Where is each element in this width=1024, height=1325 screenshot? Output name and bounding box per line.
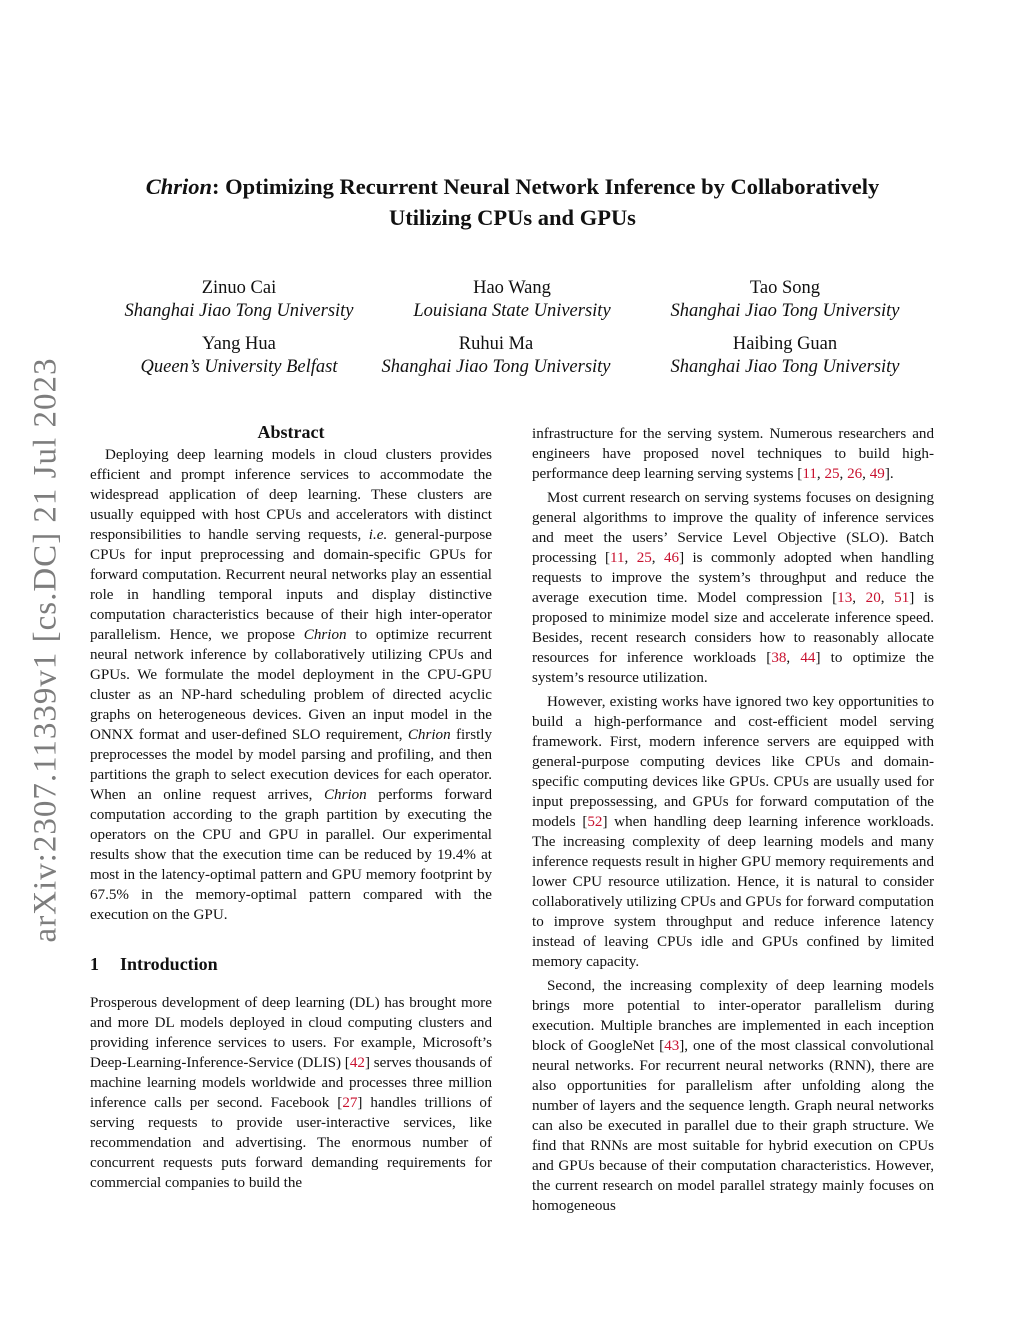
citation-separator: ,: [839, 466, 848, 482]
intro-paragraph: [532, 488, 934, 688]
abstract-text: Deploying deep learning models in cloud clusters provides efficient and prompt inference services to accommodate the widespread application of deep learning. These clusters are usually equipped with host CPUs and accelerators with distinct responsibilities to handle serving requests,: [90, 447, 492, 543]
arxiv-identifier: arXiv:2307.11339v1 [cs.DC] 21 Jul 2023: [27, 357, 64, 943]
author-name: Yang Hua: [202, 334, 276, 354]
section-number: 1: [90, 954, 99, 974]
citation-separator: ,: [880, 590, 895, 606]
citation-link[interactable]: 25: [824, 466, 840, 482]
abstract-text: performs forward computation according to the graph partition by executing the operators on the CPU and GPU in parallel. Our experimental results show that the execution time can be reduced by 19.4% at most in the latency-optimal pattern and GPU memory footprint by 67.5% in the memory-optimal pattern compared with the execution on the GPU.: [90, 787, 492, 923]
intro-text: ] is proposed to minimize model size and accelerate inference speed. Besides, recent research considers how to reasonably allocate resources for inference workloads [: [532, 590, 935, 666]
author-name: Hao Wang: [473, 278, 551, 298]
author-affiliation: Shanghai Jiao Tong University: [670, 357, 900, 377]
intro-text: Second, the increasing complexity of deep learning models brings more potential to inter-operator parallelism during execution. Multiple branches are implemented in each inception block of GoogleNet [: [532, 978, 934, 1054]
intro-text: However, existing works have ignored two key opportunities to build a high-performance and cost-efficient model serving framework. First, modern inference servers are equipped with general-purpose computing devices like CPUs and domain-specific computing devices like GPUs. CPUs are usually used for input prepossessing, and GPUs for forward computation of the models [: [532, 694, 934, 830]
author-name: Ruhui Ma: [458, 334, 534, 354]
abstract-text: firstly preprocesses the model by model parsing and profiling, and then partitions the graph to select execution devices for each operator. When an online request arrives,: [90, 727, 493, 803]
intro-text: ] when handling deep learning inference workloads. The increasing complexity of deep learning models and many inference requests result in higher GPU memory requirements and lower CPU resource utilization. Hence, it is natural to consider collaboratively utilizing CPUs and GPUs for forward computation to improve system throughput and reduce inference latency instead of leaving CPUs idle and GPUs confined by limited memory capacity.: [532, 814, 934, 970]
system-name: Chrion: [303, 627, 347, 643]
citation-link[interactable]: 42: [349, 1055, 365, 1071]
author-1: [89, 277, 389, 323]
system-name: Chrion: [407, 727, 451, 743]
citation-link[interactable]: 11: [609, 550, 625, 566]
paper-title: [110, 171, 915, 233]
author-name: Tao Song: [749, 278, 821, 298]
author-6: [635, 333, 935, 379]
author-5: [346, 333, 646, 379]
right-column: [532, 424, 934, 1216]
author-affiliation: Shanghai Jiao Tong University: [381, 357, 611, 377]
citation-separator: ,: [816, 466, 825, 482]
intro-paragraph: [532, 976, 934, 1216]
title-rest: : Optimizing Recurrent Neural Network Inference by Collaboratively Utilizing CPUs and GPUs: [212, 174, 880, 230]
system-name: Chrion: [323, 787, 367, 803]
intro-paragraph: [532, 692, 934, 972]
abstract-ie: i.e.: [368, 527, 388, 543]
citation-link[interactable]: 25: [636, 550, 652, 566]
author-2: [362, 277, 662, 323]
citation-link[interactable]: 43: [664, 1038, 680, 1054]
citation-link[interactable]: 49: [869, 466, 885, 482]
abstract-heading: Abstract: [257, 422, 325, 442]
citation-link[interactable]: 26: [847, 466, 863, 482]
author-affiliation: Queen’s University Belfast: [140, 357, 338, 377]
intro-text: ] serves thousands of machine learning models worldwide and processes three million inference calls per second. Facebook [: [90, 1055, 492, 1111]
citation-separator: ,: [786, 650, 801, 666]
intro-text: infrastructure for the serving system. Numerous researchers and engineers have proposed novel techniques to build high-performance deep learning serving systems [: [532, 426, 934, 482]
left-column: [90, 421, 492, 1193]
author-name: Haibing Guan: [732, 334, 838, 354]
author-3: [635, 277, 935, 323]
intro-text: ] to optimize the system’s resource utilization.: [532, 650, 935, 686]
intro-text: ].: [884, 466, 894, 482]
intro-paragraph: [90, 993, 492, 1193]
title-system-name: Chrion: [145, 174, 213, 199]
citation-link[interactable]: 52: [587, 814, 603, 830]
abstract-text: general-purpose CPUs for input preprocessing and domain-specific GPUs for forward computation. Recurrent neural networks play an essential role in handling temporal inputs and display distinctive computation characteristics because of their high inter-operator parallelism. Hence, we propose: [90, 527, 493, 643]
citation-separator: ,: [862, 466, 870, 482]
section-title: Introduction: [120, 954, 218, 974]
citation-separator: ,: [852, 590, 866, 606]
intro-text: Most current research on serving systems focuses on designing general algorithms to improve the quality of inference services and meet the users’ Service Level Objective (SLO). Batch processing [: [532, 490, 934, 566]
citation-link[interactable]: 11: [802, 466, 817, 482]
citation-link[interactable]: 13: [837, 590, 853, 606]
intro-text: ] is commonly adopted when handling requests to improve the system’s throughput and reduce the average execution time. Model compression [: [532, 550, 934, 606]
abstract-text: to optimize recurrent neural network inference by collaboratively utilizing CPUs and GPUs. We formulate the model deployment in the CPU-GPU cluster as an NP-hard scheduling problem of directed acyclic graphs on heterogeneous devices. Given an input model in the ONNX format and user-defined SLO requirement,: [90, 627, 493, 743]
citation-link[interactable]: 46: [663, 550, 680, 566]
author-affiliation: Shanghai Jiao Tong University: [124, 301, 354, 321]
intro-text: ], one of the most classical convolutional neural networks. For recurrent neural networks (RNN), there are also opportunities for parallelism after unfolding along the number of layers and the sequence length. Graph neural networks can also be executed in parallel due to their graph structure. We find that RNNs are most suitable for hybrid execution on CPUs and GPUs because of their computation characteristics. However, the current research on model parallel strategy mainly focuses on homogeneous: [532, 1038, 934, 1214]
citation-link[interactable]: 27: [342, 1095, 358, 1111]
abstract-paragraph: [90, 445, 492, 925]
citation-link[interactable]: 38: [771, 650, 787, 666]
author-affiliation: Shanghai Jiao Tong University: [670, 301, 900, 321]
author-affiliation: Louisiana State University: [413, 301, 611, 321]
intro-text: Prosperous development of deep learning (DL) has brought more and more DL models deployed in cloud computing clusters and providing inference services to users. For example, Microsoft’s Deep-Learning-Inference-Service (DLIS) [: [90, 995, 492, 1071]
citation-separator: ,: [651, 550, 664, 566]
citation-separator: ,: [624, 550, 637, 566]
intro-text: ] handles trillions of serving requests to provide user-interactive services, like recommendation and advertising. The enormous number of concurrent requests puts forward demanding requirements for commercial companies to build the: [90, 1095, 492, 1191]
author-name: Zinuo Cai: [201, 278, 277, 298]
intro-paragraph: [532, 424, 934, 484]
citation-link[interactable]: 51: [894, 590, 910, 606]
section-heading-introduction: [90, 953, 492, 975]
citation-link[interactable]: 20: [865, 590, 881, 606]
citation-link[interactable]: 44: [800, 650, 816, 666]
author-4: [89, 333, 389, 379]
